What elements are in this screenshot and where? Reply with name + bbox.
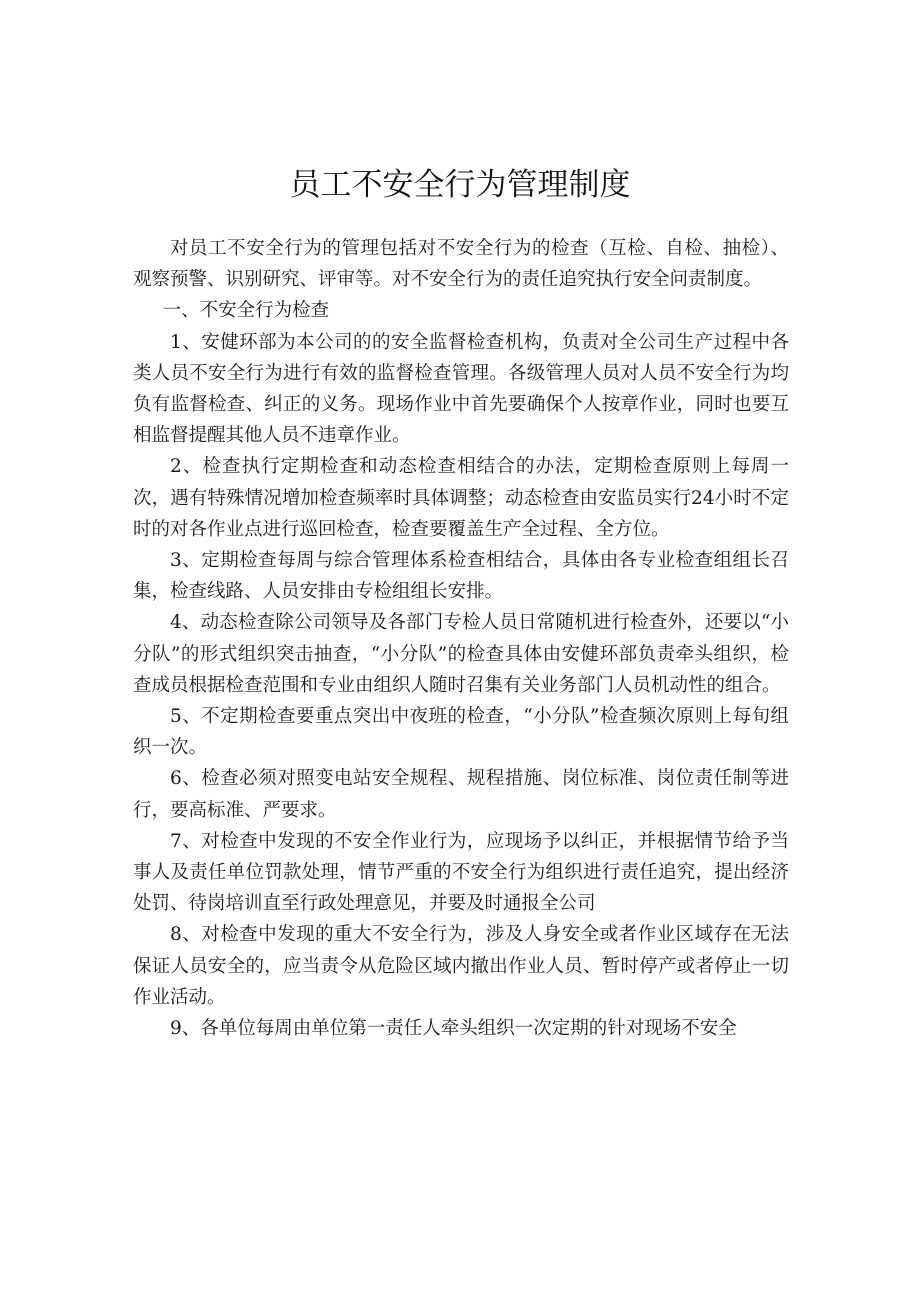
document-body bbox=[133, 233, 789, 1044]
clause-1-paragraph: 1、安健环部为本公司的的安全监督检查机构，负责对全公司生产过程中各类人员不安全行为进行有效的监督检查管理。各级管理人员对人员不安全行为均负有监督检查、纠正的义务。现场作业中首先要确保个人按章作业，同时也要互相监督提醒其他人员不违章作业。 bbox=[133, 331, 789, 447]
clause-7-paragraph: 7、对检查中发现的不安全作业行为，应现场予以纠正，并根据情节给予当事人及责任单位罚款处理，情节严重的不安全行为组织进行责任追究，提出经济处罚、待岗培训直至行政处理意见，并要及时通报全公司 bbox=[133, 830, 789, 915]
clause-2-paragraph: 2、检查执行定期检查和动态检查相结合的办法，定期检查原则上每周一次，遇有特殊情况增加检查频率时具体调整；动态检查由安监员实行24小时不定时的对各作业点进行巡回检查，检查要覆盖生产全过程、全方位。 bbox=[133, 456, 789, 540]
intro-paragraph: 对员工不安全行为的管理包括对不安全行为的检查（互检、自检、抽检）、观察预警、识别研究、评审等。对不安全行为的责任追究执行安全问责制度。 bbox=[133, 238, 789, 291]
clause-6-paragraph: 6、检查必须对照变电站安全规程、规程措施、岗位标准、岗位责任制等进行，要高标准、严要求。 bbox=[133, 768, 789, 821]
clause-9-paragraph: 9、各单位每周由单位第一责任人牵头组织一次定期的针对现场不安全 bbox=[170, 1018, 737, 1040]
clause-5-paragraph: 5、不定期检查要重点突出中夜班的检查，“小分队”检查频次原则上每旬组织一次。 bbox=[133, 706, 789, 759]
section-heading-1: 一、不安全行为检查 bbox=[162, 300, 330, 322]
clause-8-paragraph: 8、对检查中发现的重大不安全行为，涉及人身安全或者作业区域存在无法保证人员安全的，应当责令从危险区域内撤出作业人员、暂时停产或者停止一切作业活动。 bbox=[133, 924, 789, 1008]
document-title: 员工不安全行为管理制度 bbox=[289, 167, 631, 203]
clause-4-paragraph: 4、动态检查除公司领导及各部门专检人员日常随机进行检查外，还要以“小分队”的形式组织突击抽查，“小分队”的检查具体由安健环部负责牵头组织，检查成员根据检查范围和专业由组织人随时召集有关业务部门人员机动性的组合。 bbox=[133, 612, 789, 696]
clause-3-paragraph: 3、定期检查每周与综合管理体系检查相结合，具体由各专业检查组组长召集，检查线路、人员安排由专检组组长安排。 bbox=[133, 550, 789, 603]
